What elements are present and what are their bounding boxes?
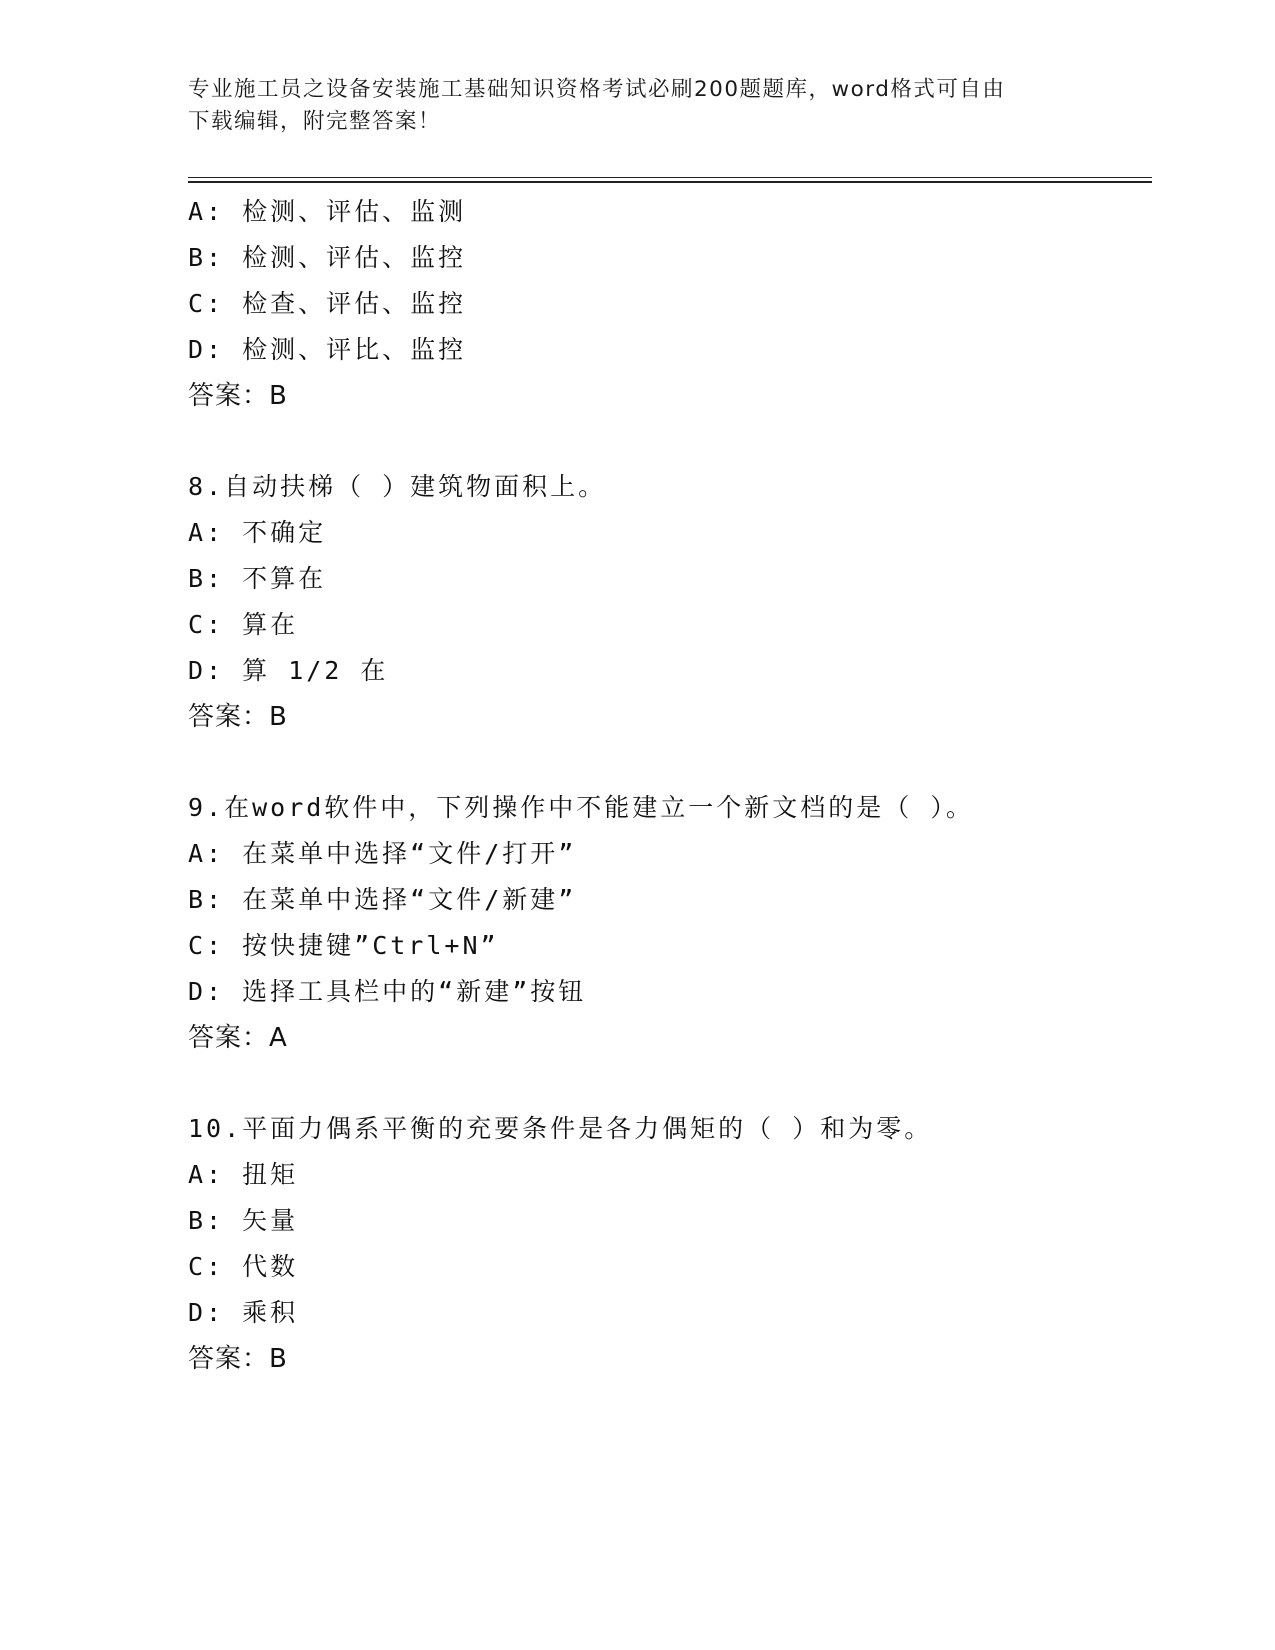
answer-label: 答案：B (188, 702, 288, 732)
spacer (188, 419, 1148, 464)
question-9-block (188, 785, 1148, 1061)
option-a: A: 不确定 (188, 518, 327, 547)
question-8-block (188, 464, 1148, 740)
question-text: 10.平面力偶系平衡的充要条件是各力偶矩的（ ）和为零。 (188, 1114, 933, 1143)
option-c: C: 代数 (188, 1252, 299, 1281)
question-text: 9.在word软件中，下列操作中不能建立一个新文档的是（ ）。 (188, 793, 974, 822)
option-a: A: 扭矩 (188, 1160, 299, 1189)
option-d: D: 选择工具栏中的“新建”按钮 (188, 977, 587, 1006)
question-10-block (188, 1106, 1148, 1382)
option-a: A: 检测、评估、监测 (188, 197, 467, 226)
title-line-2: 下载编辑，附完整答案！ (188, 109, 442, 134)
title-line-1: 专业施工员之设备安装施工基础知识资格考试必刷200题题库，word格式可自由 (188, 77, 1006, 102)
option-c: C: 算在 (188, 610, 299, 639)
question-7-block (188, 189, 1148, 419)
option-b: B: 检测、评估、监控 (188, 243, 467, 272)
option-b: B: 在菜单中选择“文件/新建” (188, 885, 577, 914)
option-c: C: 检查、评估、监控 (188, 289, 467, 318)
answer-label: 答案：A (188, 1023, 288, 1053)
document-title (188, 74, 1088, 138)
spacer (188, 1061, 1148, 1106)
option-d: D: 检测、评比、监控 (188, 335, 467, 364)
question-list (188, 189, 1148, 1382)
answer-label: 答案：B (188, 1344, 288, 1374)
option-a: A: 在菜单中选择“文件/打开” (188, 839, 577, 868)
option-d: D: 算 1/2 在 (188, 656, 389, 685)
spacer (188, 740, 1148, 785)
option-c: C: 按快捷键”Ctrl+N” (188, 931, 499, 960)
header-divider-thick (188, 181, 1152, 183)
option-b: B: 矢量 (188, 1206, 299, 1235)
option-d: D: 乘积 (188, 1298, 299, 1327)
question-text: 8.自动扶梯（ ）建筑物面积上。 (188, 472, 607, 501)
answer-label: 答案：B (188, 381, 288, 411)
option-b: B: 不算在 (188, 564, 327, 593)
header-divider-thin (188, 177, 1152, 178)
